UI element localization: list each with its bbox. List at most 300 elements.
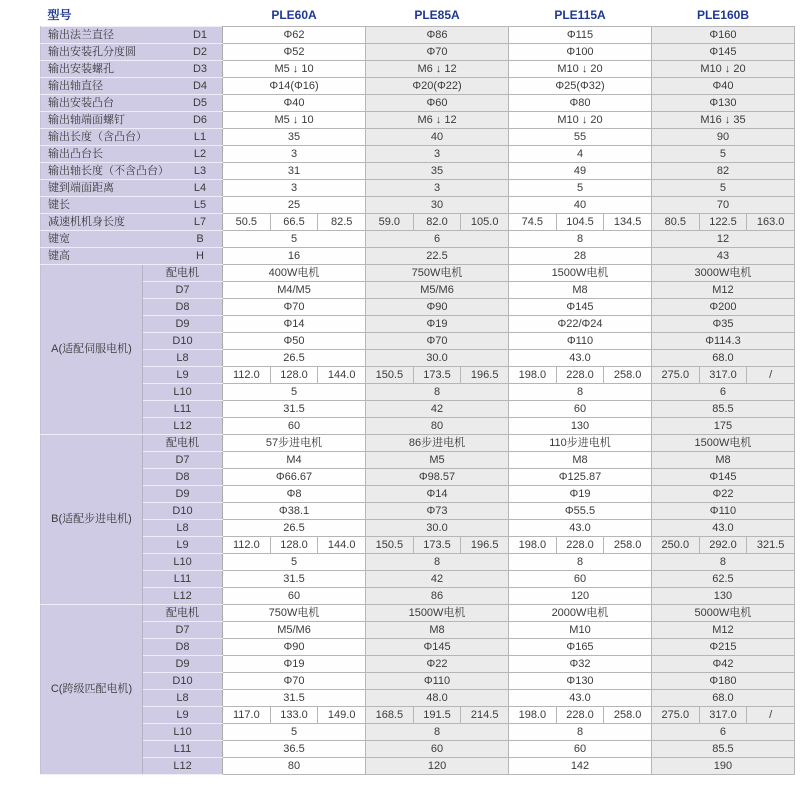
section-label-c: C(跨级匹配电机)	[41, 605, 143, 775]
spec-row-label	[41, 180, 223, 197]
spec-value-cell: Φ110	[651, 503, 794, 520]
spec-value-cell: Φ32	[509, 656, 652, 673]
spec-subvalue-cell: 317.0	[699, 707, 747, 724]
spec-value-cell: 6	[651, 384, 794, 401]
spec-subvalue-cell: 104.5	[556, 214, 604, 231]
spec-value-cell: 750W电机	[366, 265, 509, 282]
dim-code: L11	[143, 741, 223, 758]
spec-value-cell: 60	[509, 401, 652, 418]
spec-subvalue-cell: 128.0	[270, 367, 318, 384]
spec-subvalue-cell: 105.0	[461, 214, 509, 231]
dim-code: D6	[192, 113, 208, 126]
section-row	[41, 741, 795, 758]
dim-code: 配电机	[143, 435, 223, 452]
row-label-text: 减速机机身长度	[48, 215, 125, 228]
spec-value-cell: 130	[651, 588, 794, 605]
row-label-text: 输出安装凸台	[48, 96, 114, 109]
spec-value-cell: 35	[223, 129, 366, 146]
spec-value-cell: 8	[366, 724, 509, 741]
spec-subvalue-cell: 198.0	[509, 707, 557, 724]
spec-subvalue-cell: 150.5	[366, 367, 414, 384]
spec-value-cell: Φ50	[223, 333, 366, 350]
section-row	[41, 758, 795, 775]
spec-subvalue-cell: 258.0	[604, 707, 652, 724]
spec-value-cell: 42	[366, 401, 509, 418]
spec-value-cell: 30.0	[366, 520, 509, 537]
spec-value-cell: 3	[223, 180, 366, 197]
spec-subvalue-cell: 74.5	[509, 214, 557, 231]
spec-value-cell: 6	[366, 231, 509, 248]
spec-value-cell: Φ145	[651, 469, 794, 486]
section-row	[41, 520, 795, 537]
spec-value-cell: Φ66.67	[223, 469, 366, 486]
spec-row-label	[41, 112, 223, 129]
spec-value-cell: 5	[223, 724, 366, 741]
section-row	[41, 299, 795, 316]
spec-value-cell: 85.5	[651, 401, 794, 418]
spec-row	[41, 78, 795, 95]
spec-subvalue-cell: 112.0	[223, 367, 271, 384]
dim-code: L10	[143, 384, 223, 401]
section-row	[41, 384, 795, 401]
spec-value-cell: Φ70	[366, 44, 509, 61]
spec-value-cell: Φ215	[651, 639, 794, 656]
spec-subvalue-cell: 275.0	[651, 707, 699, 724]
dim-code: D2	[192, 45, 208, 58]
section-row	[41, 469, 795, 486]
dim-code: L12	[143, 758, 223, 775]
row-label-text: 键宽	[48, 232, 70, 245]
section-row	[41, 452, 795, 469]
spec-value-cell: Φ42	[651, 656, 794, 673]
spec-value-cell: 6	[651, 724, 794, 741]
spec-subvalue-cell: 191.5	[413, 707, 461, 724]
table-header-row	[41, 4, 795, 27]
section-row	[41, 537, 795, 554]
dim-code: L11	[143, 401, 223, 418]
spec-value-cell: 60	[366, 741, 509, 758]
dim-code: L5	[193, 198, 207, 211]
spec-value-cell: 8	[366, 554, 509, 571]
spec-value-cell: Φ110	[366, 673, 509, 690]
spec-value-cell: 175	[651, 418, 794, 435]
spec-value-cell: Φ145	[509, 299, 652, 316]
dim-code: L7	[193, 215, 207, 228]
spec-value-cell: 85.5	[651, 741, 794, 758]
section-row	[41, 588, 795, 605]
spec-subvalue-cell: /	[747, 367, 795, 384]
spec-subvalue-cell: 173.5	[413, 537, 461, 554]
spec-subvalue-cell: /	[747, 707, 795, 724]
spec-subvalue-cell: 173.5	[413, 367, 461, 384]
spec-subvalue-cell: 112.0	[223, 537, 271, 554]
spec-subvalue-cell: 144.0	[318, 367, 366, 384]
spec-value-cell: 60	[509, 741, 652, 758]
spec-value-cell: 5	[223, 384, 366, 401]
spec-subvalue-cell: 144.0	[318, 537, 366, 554]
spec-value-cell: 55	[509, 129, 652, 146]
spec-value-cell: 35	[366, 163, 509, 180]
spec-value-cell: Φ90	[223, 639, 366, 656]
spec-value-cell: Φ70	[366, 333, 509, 350]
spec-value-cell: Φ14	[223, 316, 366, 333]
spec-subvalue-cell: 80.5	[651, 214, 699, 231]
spec-row-label	[41, 129, 223, 146]
spec-value-cell: 4	[509, 146, 652, 163]
spec-value-cell: Φ20(Φ22)	[366, 78, 509, 95]
section-row	[41, 265, 795, 282]
spec-subvalue-cell: 214.5	[461, 707, 509, 724]
spec-value-cell: Φ86	[366, 27, 509, 44]
spec-value-cell: M8	[366, 622, 509, 639]
spec-value-cell: Φ70	[223, 299, 366, 316]
spec-value-cell: 5	[651, 180, 794, 197]
spec-subvalue-cell: 275.0	[651, 367, 699, 384]
section-row	[41, 707, 795, 724]
spec-subvalue-cell: 66.5	[270, 214, 318, 231]
spec-value-cell: M4/M5	[223, 282, 366, 299]
spec-value-cell: Φ130	[509, 673, 652, 690]
spec-subvalue-cell: 228.0	[556, 707, 604, 724]
spec-value-cell: 90	[651, 129, 794, 146]
row-label-text: 键长	[48, 198, 70, 211]
spec-value-cell: 43	[651, 248, 794, 265]
dim-code: L4	[193, 181, 207, 194]
spec-value-cell: 1500W电机	[651, 435, 794, 452]
spec-value-cell: 49	[509, 163, 652, 180]
row-label-text: 输出安装孔分度圆	[48, 45, 136, 58]
section-row	[41, 673, 795, 690]
dim-code: D9	[143, 656, 223, 673]
row-label-text: 键高	[48, 249, 70, 262]
spec-value-cell: 36.5	[223, 741, 366, 758]
spec-row	[41, 27, 795, 44]
spec-value-cell: M8	[509, 452, 652, 469]
spec-value-cell: Φ40	[223, 95, 366, 112]
dim-code: D9	[143, 316, 223, 333]
spec-row	[41, 61, 795, 78]
spec-row	[41, 231, 795, 248]
spec-value-cell: 60	[223, 588, 366, 605]
spec-value-cell: M6 ↓ 12	[366, 112, 509, 129]
section-row	[41, 282, 795, 299]
spec-value-cell: M10	[509, 622, 652, 639]
spec-value-cell: 57步进电机	[223, 435, 366, 452]
spec-value-cell: M5/M6	[366, 282, 509, 299]
spec-row	[41, 214, 795, 231]
dim-code: D8	[143, 469, 223, 486]
spec-value-cell: Φ35	[651, 316, 794, 333]
spec-subvalue-cell: 317.0	[699, 367, 747, 384]
dim-code: L3	[193, 164, 207, 177]
dim-code: L8	[143, 690, 223, 707]
spec-row-label	[41, 78, 223, 95]
spec-value-cell: 43.0	[509, 520, 652, 537]
spec-row	[41, 163, 795, 180]
spec-value-cell: 120	[509, 588, 652, 605]
spec-row-label	[41, 95, 223, 112]
spec-value-cell: 8	[509, 724, 652, 741]
spec-sheet	[40, 4, 795, 775]
spec-subvalue-cell: 82.0	[413, 214, 461, 231]
spec-value-cell: 8	[509, 384, 652, 401]
section-row	[41, 639, 795, 656]
spec-value-cell: 3	[223, 146, 366, 163]
spec-subvalue-cell: 163.0	[747, 214, 795, 231]
section-row	[41, 435, 795, 452]
dim-code: D7	[143, 282, 223, 299]
spec-value-cell: 40	[366, 129, 509, 146]
row-label-text: 输出凸台长	[48, 147, 103, 160]
spec-subvalue-cell: 128.0	[270, 537, 318, 554]
spec-value-cell: Φ200	[651, 299, 794, 316]
dim-code: D10	[143, 333, 223, 350]
spec-value-cell: Φ130	[651, 95, 794, 112]
row-label-text: 输出法兰直径	[48, 28, 114, 41]
spec-value-cell: Φ114.3	[651, 333, 794, 350]
spec-value-cell: M10 ↓ 20	[509, 61, 652, 78]
spec-row	[41, 112, 795, 129]
spec-value-cell: 22.5	[366, 248, 509, 265]
dim-code: D9	[143, 486, 223, 503]
spec-value-cell: Φ14(Φ16)	[223, 78, 366, 95]
dim-code: L10	[143, 724, 223, 741]
dim-code: L8	[143, 350, 223, 367]
spec-value-cell: 30	[366, 197, 509, 214]
spec-value-cell: Φ19	[223, 656, 366, 673]
spec-subvalue-cell: 321.5	[747, 537, 795, 554]
spec-subvalue-cell: 258.0	[604, 367, 652, 384]
dim-code: D7	[143, 452, 223, 469]
spec-value-cell: 43.0	[651, 520, 794, 537]
section-row	[41, 401, 795, 418]
spec-subvalue-cell: 149.0	[318, 707, 366, 724]
spec-subvalue-cell: 258.0	[604, 537, 652, 554]
section-row	[41, 724, 795, 741]
spec-value-cell: 25	[223, 197, 366, 214]
dim-code: 配电机	[143, 265, 223, 282]
spec-value-cell: M10 ↓ 20	[509, 112, 652, 129]
spec-value-cell: 8	[509, 554, 652, 571]
spec-value-cell: 60	[509, 571, 652, 588]
dim-code: B	[196, 232, 204, 245]
spec-row-label	[41, 61, 223, 78]
spec-value-cell: Φ8	[223, 486, 366, 503]
spec-subvalue-cell: 150.5	[366, 537, 414, 554]
spec-value-cell: 26.5	[223, 520, 366, 537]
spec-value-cell: 28	[509, 248, 652, 265]
spec-subvalue-cell: 228.0	[556, 537, 604, 554]
spec-value-cell: Φ22/Φ24	[509, 316, 652, 333]
dim-code: D8	[143, 299, 223, 316]
spec-value-cell: 3	[366, 146, 509, 163]
section-row	[41, 503, 795, 520]
spec-value-cell: Φ70	[223, 673, 366, 690]
spec-value-cell: M10 ↓ 20	[651, 61, 794, 78]
spec-value-cell: Φ160	[651, 27, 794, 44]
spec-value-cell: 82	[651, 163, 794, 180]
spec-row	[41, 146, 795, 163]
dim-code: L12	[143, 588, 223, 605]
model-header-label: 型号	[41, 4, 223, 27]
spec-value-cell: 86	[366, 588, 509, 605]
spec-value-cell: Φ90	[366, 299, 509, 316]
spec-value-cell: 31.5	[223, 401, 366, 418]
spec-subvalue-cell: 198.0	[509, 367, 557, 384]
spec-value-cell: Φ14	[366, 486, 509, 503]
spec-subvalue-cell: 196.5	[461, 367, 509, 384]
model-header-ple115a: PLE115A	[509, 4, 652, 27]
section-row	[41, 656, 795, 673]
section-row	[41, 486, 795, 503]
spec-row	[41, 180, 795, 197]
spec-subvalue-cell: 134.5	[604, 214, 652, 231]
spec-value-cell: 68.0	[651, 350, 794, 367]
dim-code: 配电机	[143, 605, 223, 622]
spec-subvalue-cell: 117.0	[223, 707, 271, 724]
model-header-ple160b: PLE160B	[651, 4, 794, 27]
dim-code: D5	[192, 96, 208, 109]
spec-value-cell: Φ98.57	[366, 469, 509, 486]
spec-value-cell: 8	[651, 554, 794, 571]
section-row	[41, 554, 795, 571]
spec-row-label	[41, 214, 223, 231]
dim-code: L9	[143, 537, 223, 554]
spec-value-cell: M5 ↓ 10	[223, 112, 366, 129]
spec-value-cell: 31	[223, 163, 366, 180]
spec-value-cell: 5000W电机	[651, 605, 794, 622]
spec-value-cell: 750W电机	[223, 605, 366, 622]
spec-row-label	[41, 231, 223, 248]
dim-code: D7	[143, 622, 223, 639]
dim-code: L1	[193, 130, 207, 143]
spec-value-cell: 3000W电机	[651, 265, 794, 282]
spec-row	[41, 95, 795, 112]
spec-subvalue-cell: 59.0	[366, 214, 414, 231]
spec-value-cell: M6 ↓ 12	[366, 61, 509, 78]
spec-value-cell: 70	[651, 197, 794, 214]
dim-code: D3	[192, 62, 208, 75]
spec-value-cell: Φ38.1	[223, 503, 366, 520]
dim-code: L12	[143, 418, 223, 435]
dim-code: L11	[143, 571, 223, 588]
spec-value-cell: Φ145	[651, 44, 794, 61]
spec-value-cell: 3	[366, 180, 509, 197]
section-label-a: A(适配伺服电机)	[41, 265, 143, 435]
section-row	[41, 333, 795, 350]
dim-code: H	[196, 249, 204, 262]
spec-subvalue-cell: 122.5	[699, 214, 747, 231]
spec-value-cell: Φ115	[509, 27, 652, 44]
spec-value-cell: 26.5	[223, 350, 366, 367]
dim-code: L8	[143, 520, 223, 537]
spec-value-cell: 80	[366, 418, 509, 435]
row-label-text: 输出轴长度（不含凸台）	[48, 164, 169, 177]
spec-value-cell: Φ40	[651, 78, 794, 95]
spec-value-cell: Φ165	[509, 639, 652, 656]
row-label-text: 输出轴端面螺钉	[48, 113, 125, 126]
spec-value-cell: 16	[223, 248, 366, 265]
spec-value-cell: Φ60	[366, 95, 509, 112]
spec-value-cell: 43.0	[509, 350, 652, 367]
dim-code: L2	[193, 147, 207, 160]
spec-row-label	[41, 197, 223, 214]
dim-code: D10	[143, 503, 223, 520]
spec-value-cell: Φ110	[509, 333, 652, 350]
row-label-text: 输出轴直径	[48, 79, 103, 92]
model-header-ple60a: PLE60A	[223, 4, 366, 27]
spec-value-cell: 400W电机	[223, 265, 366, 282]
spec-value-cell: 31.5	[223, 571, 366, 588]
spec-value-cell: Φ25(Φ32)	[509, 78, 652, 95]
spec-subvalue-cell: 228.0	[556, 367, 604, 384]
spec-value-cell: Φ180	[651, 673, 794, 690]
spec-value-cell: Φ100	[509, 44, 652, 61]
spec-row-label	[41, 44, 223, 61]
spec-value-cell: 5	[223, 554, 366, 571]
spec-value-cell: 130	[509, 418, 652, 435]
row-label-text: 输出长度（含凸台）	[48, 130, 147, 143]
dim-code: D10	[143, 673, 223, 690]
spec-value-cell: 5	[223, 231, 366, 248]
spec-subvalue-cell: 198.0	[509, 537, 557, 554]
spec-value-cell: 8	[366, 384, 509, 401]
section-row	[41, 350, 795, 367]
spec-value-cell: M5/M6	[223, 622, 366, 639]
spec-value-cell: Φ80	[509, 95, 652, 112]
spec-value-cell: 5	[651, 146, 794, 163]
dim-code: L9	[143, 367, 223, 384]
spec-value-cell: 80	[223, 758, 366, 775]
section-row	[41, 418, 795, 435]
spec-value-cell: 62.5	[651, 571, 794, 588]
spec-value-cell: Φ19	[509, 486, 652, 503]
spec-value-cell: Φ22	[366, 656, 509, 673]
spec-value-cell: 43.0	[509, 690, 652, 707]
spec-row	[41, 197, 795, 214]
spec-value-cell: M4	[223, 452, 366, 469]
spec-row-label	[41, 248, 223, 265]
gearbox-spec-table	[40, 4, 795, 775]
spec-value-cell: Φ19	[366, 316, 509, 333]
section-row	[41, 571, 795, 588]
spec-value-cell: 40	[509, 197, 652, 214]
spec-value-cell: 142	[509, 758, 652, 775]
spec-value-cell: M5 ↓ 10	[223, 61, 366, 78]
spec-value-cell: 1500W电机	[366, 605, 509, 622]
section-row	[41, 367, 795, 384]
spec-row-label	[41, 146, 223, 163]
spec-row	[41, 248, 795, 265]
spec-value-cell: M5	[366, 452, 509, 469]
spec-value-cell: 60	[223, 418, 366, 435]
spec-value-cell: Φ52	[223, 44, 366, 61]
spec-value-cell: 120	[366, 758, 509, 775]
spec-value-cell: 30.0	[366, 350, 509, 367]
spec-value-cell: Φ62	[223, 27, 366, 44]
section-row	[41, 690, 795, 707]
row-label-text: 输出安装螺孔	[48, 62, 114, 75]
spec-value-cell: M8	[509, 282, 652, 299]
spec-row	[41, 44, 795, 61]
spec-value-cell: 68.0	[651, 690, 794, 707]
section-row	[41, 605, 795, 622]
dim-code: D4	[192, 79, 208, 92]
spec-value-cell: 190	[651, 758, 794, 775]
spec-value-cell: 42	[366, 571, 509, 588]
spec-value-cell: 1500W电机	[509, 265, 652, 282]
spec-subvalue-cell: 168.5	[366, 707, 414, 724]
